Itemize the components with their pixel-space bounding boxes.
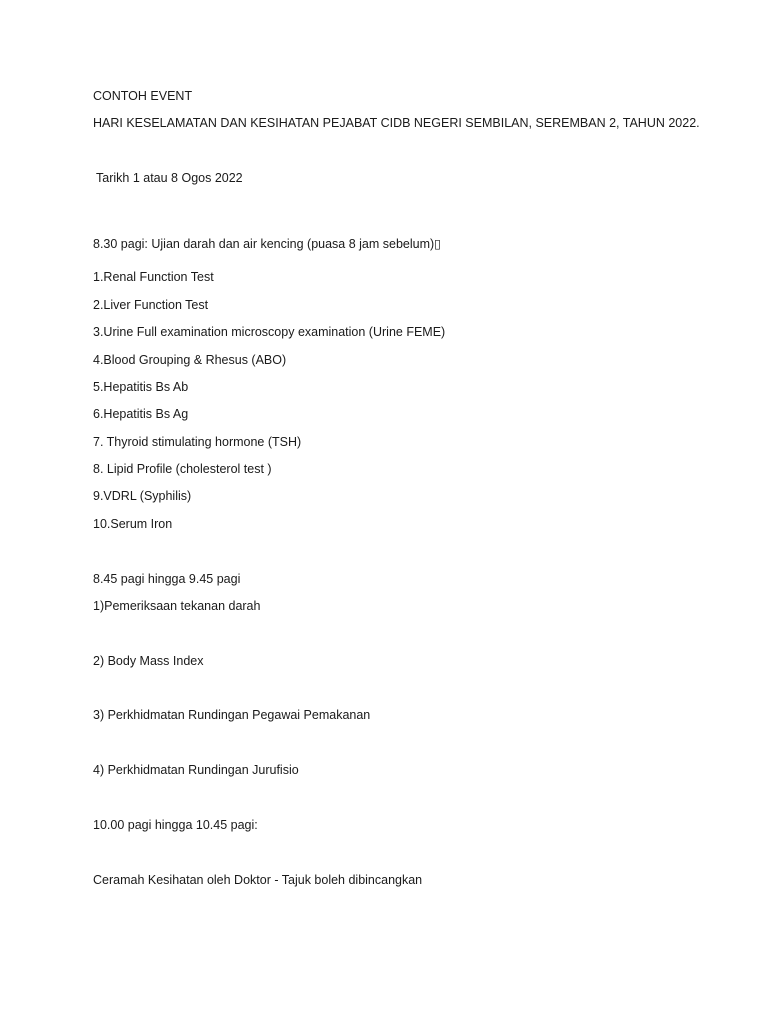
test-item: 1.Renal Function Test (93, 270, 214, 284)
check-item: 2) Body Mass Index (93, 654, 204, 668)
session3-time: 10.00 pagi hingga 10.45 pagi: (93, 818, 258, 832)
session1-time: 8.30 pagi: Ujian darah dan air kencing (puasa 8 jam sebelum)▯ (93, 237, 442, 251)
test-item: 7. Thyroid stimulating hormone (TSH) (93, 435, 302, 449)
health-talk: Ceramah Kesihatan oleh Doktor - Tajuk boleh dibincangkan (93, 873, 423, 887)
test-item: 4.Blood Grouping & Rhesus (ABO) (93, 353, 287, 367)
test-item: 9.VDRL (Syphilis) (93, 489, 192, 503)
event-date: Tarikh 1 atau 8 Ogos 2022 (96, 171, 243, 185)
test-item: 6.Hepatitis Bs Ag (93, 407, 189, 421)
test-item: 8. Lipid Profile (cholesterol test ) (93, 462, 272, 476)
test-item: 10.Serum Iron (93, 517, 173, 531)
check-item: 3) Perkhidmatan Rundingan Pegawai Pemakanan (93, 708, 371, 722)
test-item: 2.Liver Function Test (93, 298, 209, 312)
event-title: HARI KESELAMATAN DAN KESIHATAN PEJABAT CIDB NEGERI SEMBILAN, SEREMBAN 2, TAHUN 2022. (93, 116, 700, 130)
session2-time: 8.45 pagi hingga 9.45 pagi (93, 572, 241, 586)
document-heading: CONTOH EVENT (93, 89, 193, 103)
check-item: 4) Perkhidmatan Rundingan Jurufisio (93, 763, 299, 777)
test-item: 5.Hepatitis Bs Ab (93, 380, 189, 394)
check-item: 1)Pemeriksaan tekanan darah (93, 599, 261, 613)
test-item: 3.Urine Full examination microscopy examination (Urine FEME) (93, 325, 446, 339)
